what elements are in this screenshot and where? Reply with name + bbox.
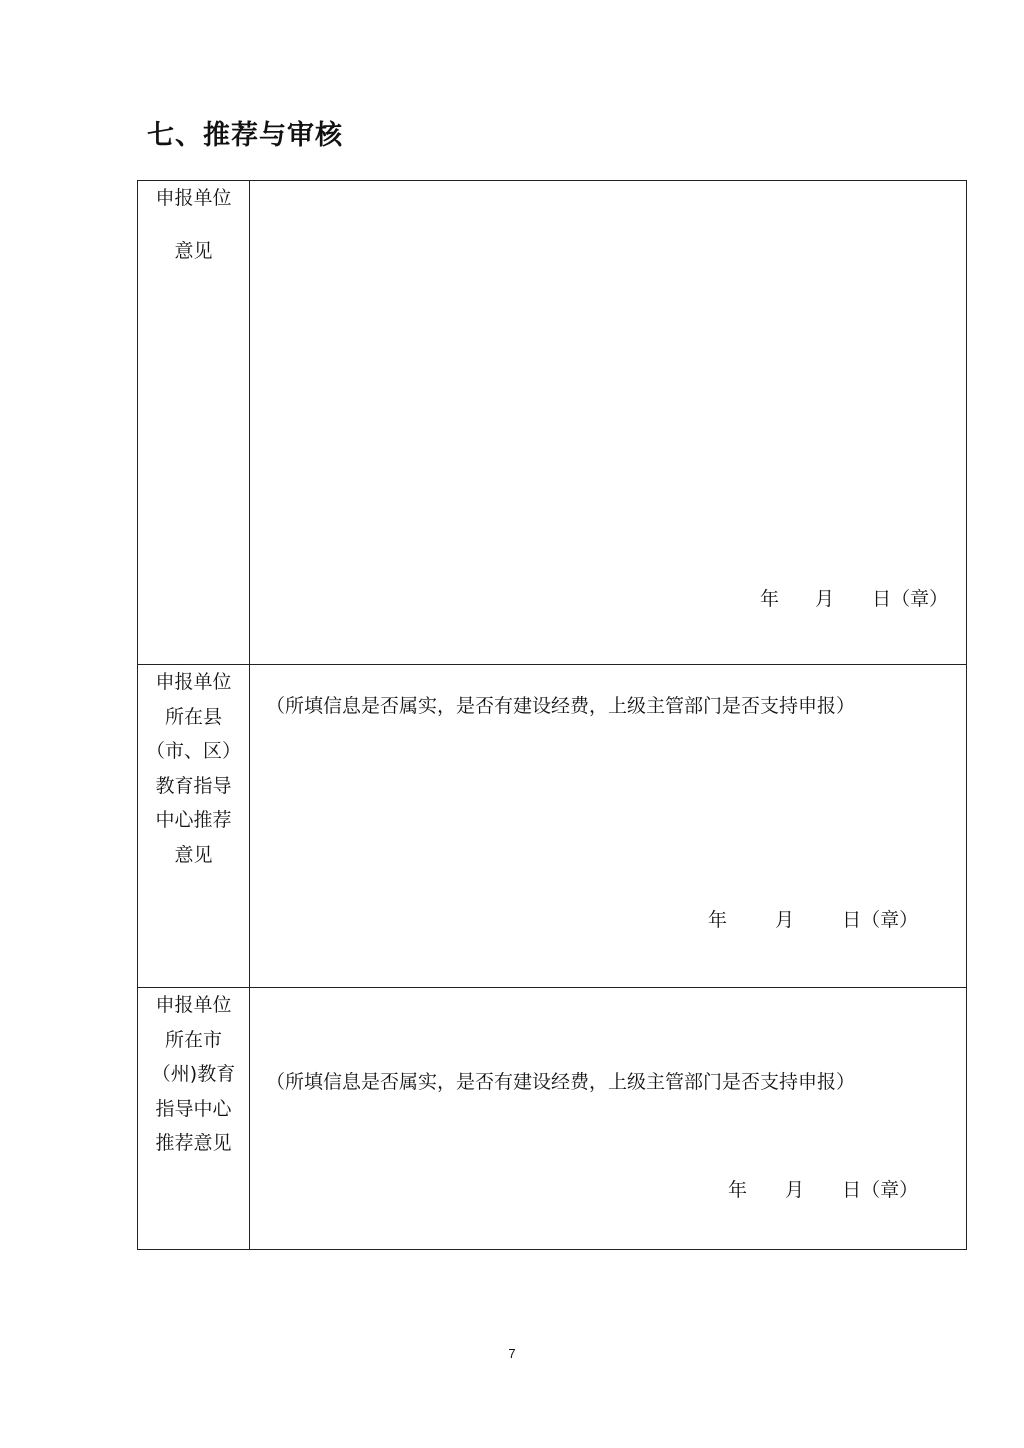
year-label: 年: [760, 588, 780, 610]
instruction-note: （所填信息是否属实，是否有建设经费，上级主管部门是否支持申报）: [266, 695, 856, 717]
table-row: [138, 665, 967, 988]
label-line: 所在县: [164, 705, 222, 728]
label-line: 中心推荐: [155, 809, 232, 831]
label-line: 申报单位: [155, 671, 232, 693]
label-line: 推荐意见: [155, 1132, 232, 1154]
city-recommendation-field[interactable]: [250, 988, 967, 1250]
label-line: （市、区）: [145, 740, 241, 762]
month-label: 月: [785, 1179, 805, 1201]
label-line: 教育指导: [155, 774, 232, 797]
date-stamp-line: [760, 586, 948, 612]
month-label: 月: [815, 588, 835, 610]
day-seal-label: 日（章）: [842, 1179, 919, 1201]
applicant-opinion-label: [138, 181, 250, 665]
date-stamp-line: [728, 1177, 918, 1203]
label-line: 申报单位: [155, 187, 232, 209]
year-label: 年: [728, 1179, 748, 1201]
label-line: 所在市: [164, 1028, 222, 1051]
label-line: （州)教育: [151, 1063, 236, 1085]
label-line: 意见: [174, 239, 213, 262]
date-stamp-line: [708, 907, 918, 933]
label-line: 申报单位: [155, 994, 232, 1016]
city-recommendation-label: [138, 988, 250, 1250]
year-label: 年: [708, 909, 728, 931]
instruction-note: （所填信息是否属实，是否有建设经费，上级主管部门是否支持申报）: [266, 1071, 856, 1093]
label-line: 意见: [174, 843, 213, 866]
day-seal-label: 日（章）: [872, 588, 949, 610]
applicant-opinion-field[interactable]: [250, 181, 967, 665]
month-label: 月: [775, 909, 795, 931]
section-title: 七、推荐与审核: [147, 120, 343, 151]
day-seal-label: 日（章）: [842, 909, 919, 931]
page-number: 7: [508, 1346, 516, 1361]
table-row: [138, 181, 967, 665]
table-row: [138, 988, 967, 1250]
review-table: [137, 180, 967, 1250]
county-recommendation-field[interactable]: [250, 665, 967, 988]
label-line: 指导中心: [155, 1097, 232, 1120]
county-recommendation-label: [138, 665, 250, 988]
